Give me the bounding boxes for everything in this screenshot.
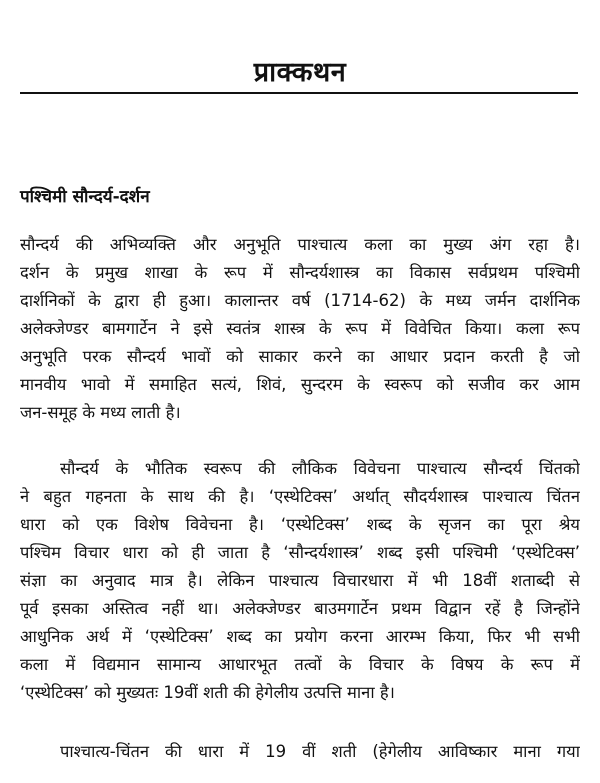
- paragraph-2: [20, 455, 580, 707]
- paragraph-line: अलेक्जेण्डर बामगार्टेन ने इसे स्वतंत्र शास्त्र के रूप में विवेचित किया। कला रूप: [20, 319, 580, 338]
- paragraph-line: ‘एस्थेटिक्स’ को मुख्यतः 19वीं शती की हेगेलीय उत्पत्ति माना है।: [20, 683, 395, 702]
- paragraph-3: [20, 738, 580, 766]
- paragraph-line: दर्शन के प्रमुख शाखा के रूप में सौन्दर्यशास्त्र का विकास सर्वप्रथम पश्चिमी: [20, 263, 580, 282]
- paragraph-line: पश्चिम विचार धारा को ही जाता है ‘सौन्दर्यशास्त्र’ शब्द इसी पश्चिमी ‘एस्थेटिक्स’: [20, 543, 580, 562]
- paragraph-line: संज्ञा का अनुवाद मात्र है। लेकिन पाश्चात्य विचारधारा में भी 18वीं शताब्दी से: [20, 571, 580, 590]
- title-divider: [20, 92, 578, 94]
- paragraph-line: जन-समूह के मध्य लाती है।: [20, 403, 181, 422]
- paragraph-line: ने बहुत गहनता के साथ की है। ‘एस्थेटिक्स’ अर्थात् सौदर्यशास्त्र पाश्चात्य चिंतन: [20, 487, 580, 506]
- paragraph-line: अनुभूति परक सौन्दर्य भावों को साकार करने का आधार प्रदान करती है जो: [20, 347, 580, 366]
- paragraph-line: कला में विद्यमान सामान्य आधारभूत तत्वों के विचार के विषय के रूप में: [20, 655, 580, 674]
- paragraph-1: [20, 231, 580, 427]
- paragraph-line: पाश्चात्य-चिंतन की धारा में 19 वीं शती (हेगेलीय आविष्कार माना गया: [60, 742, 580, 761]
- paragraph-line: सौन्दर्य के भौतिक स्वरूप की लौकिक विवेचना पाश्चात्य सौन्दर्य चिंतको: [60, 459, 580, 478]
- paragraph-line: सौन्दर्य की अभिव्यक्ति और अनुभूति पाश्चात्य कला का मुख्य अंग रहा है।: [20, 235, 580, 254]
- section-heading: पश्चिमी सौन्दर्य-दर्शन: [20, 187, 150, 207]
- paragraph-line: आधुनिक अर्थ में ‘एस्थेटिक्स’ शब्द का प्रयोग करना आरम्भ किया, फिर भी सभी: [20, 627, 580, 646]
- paragraph-line: दार्शनिकों के द्वारा ही हुआ। कालान्तर वर्ष (1714-62) के मध्य जर्मन दार्शनिक: [20, 291, 580, 310]
- paragraph-line: धारा को एक विशेष विवेचना है। ‘एस्थेटिक्स’ शब्द के सृजन का पूरा श्रेय: [20, 515, 580, 534]
- paragraph-line: मानवीय भावो में समाहित सत्यं, शिवं, सुन्दरम के स्वरूप को सजीव कर आम: [20, 375, 580, 394]
- paragraph-line: पूर्व इसका अस्तित्व नहीं था। अलेक्जेण्डर बाउमगार्टेन प्रथम विद्वान रहें है जिन्होंने: [20, 599, 580, 618]
- page-title: प्राक्कथन: [253, 57, 347, 88]
